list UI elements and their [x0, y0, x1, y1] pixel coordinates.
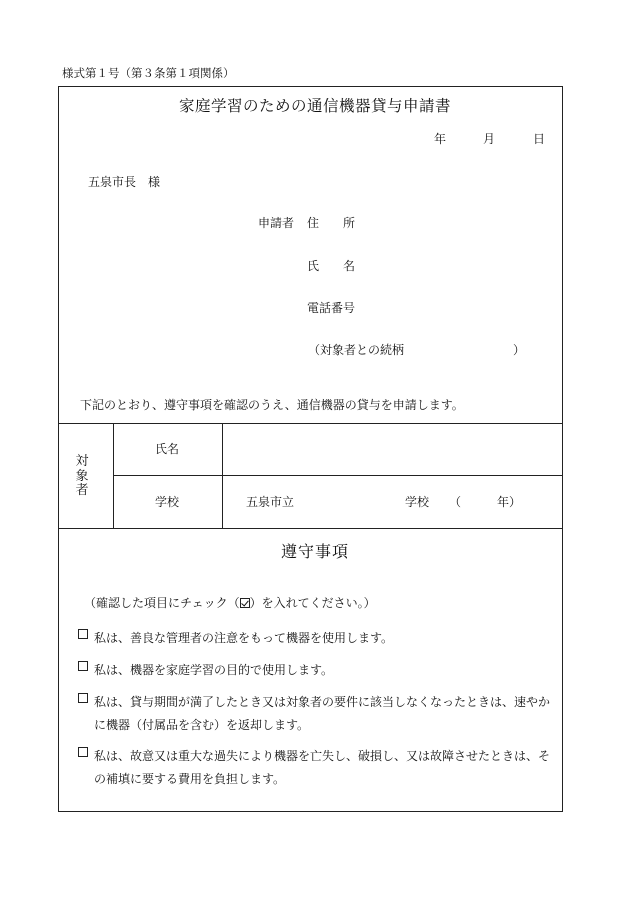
divider-line — [222, 423, 223, 528]
rule-item — [78, 659, 554, 682]
date-year-label: 年 — [434, 132, 447, 146]
divider-line — [113, 423, 114, 528]
form-title: 家庭学習のための通信機器貸与申請書 — [178, 97, 451, 115]
rule-text: 私は、故意又は重大な過失により機器を亡失し、破損し、又は故障させたときは、その補填に要する費用を負担します。 — [94, 749, 551, 786]
divider-line — [58, 528, 563, 529]
checkmark-box-icon — [240, 598, 250, 608]
date-day-label: 日 — [533, 132, 546, 146]
target-person-label: 対象者 — [75, 454, 89, 499]
rule-item — [78, 627, 554, 650]
rule-checkbox[interactable] — [78, 693, 88, 703]
rules-instruction — [84, 597, 376, 609]
divider-line — [113, 475, 563, 476]
applicant-label: 申請者 — [258, 216, 295, 230]
relation-label: （対象者との続柄 — [308, 343, 405, 357]
rule-checkbox[interactable] — [78, 629, 88, 639]
target-school-label: 学校 — [155, 495, 180, 509]
rule-checkbox[interactable] — [78, 661, 88, 671]
rules-title: 遵守事項 — [280, 542, 349, 561]
date-month-label: 月 — [483, 132, 496, 146]
school-prefix: 五泉市立 — [246, 495, 295, 509]
divider-line — [58, 423, 563, 424]
instruction-text-before: （確認した項目にチェック（ — [84, 596, 240, 610]
grade-open: （ — [449, 495, 462, 509]
rule-item — [78, 691, 554, 737]
application-notice: 下記のとおり、遵守事項を確認のうえ、通信機器の貸与を申請します。 — [80, 398, 464, 412]
target-name-label: 氏名 — [155, 442, 180, 456]
instruction-text-after: ）を入れてください。） — [249, 596, 376, 610]
rule-item — [78, 745, 554, 791]
rule-text: 私は、貸与期間が満了したとき又は対象者の要件に該当しなくなったときは、速やかに機器（付属品を含む）を返却します。 — [94, 695, 551, 732]
address-label: 住 所 — [307, 216, 356, 230]
rule-text: 私は、善良な管理者の注意をもって機器を使用します。 — [94, 631, 394, 645]
rule-checkbox[interactable] — [78, 747, 88, 757]
name-label: 氏 名 — [307, 259, 356, 273]
school-suffix: 学校 — [405, 495, 430, 509]
relation-close: ） — [513, 343, 526, 357]
form-number-label: 様式第１号（第３条第１項関係） — [62, 66, 235, 80]
grade-close: 年） — [497, 495, 522, 509]
addressee: 五泉市長 様 — [88, 175, 161, 189]
phone-label: 電話番号 — [307, 301, 356, 315]
rule-text: 私は、機器を家庭学習の目的で使用します。 — [94, 663, 334, 677]
